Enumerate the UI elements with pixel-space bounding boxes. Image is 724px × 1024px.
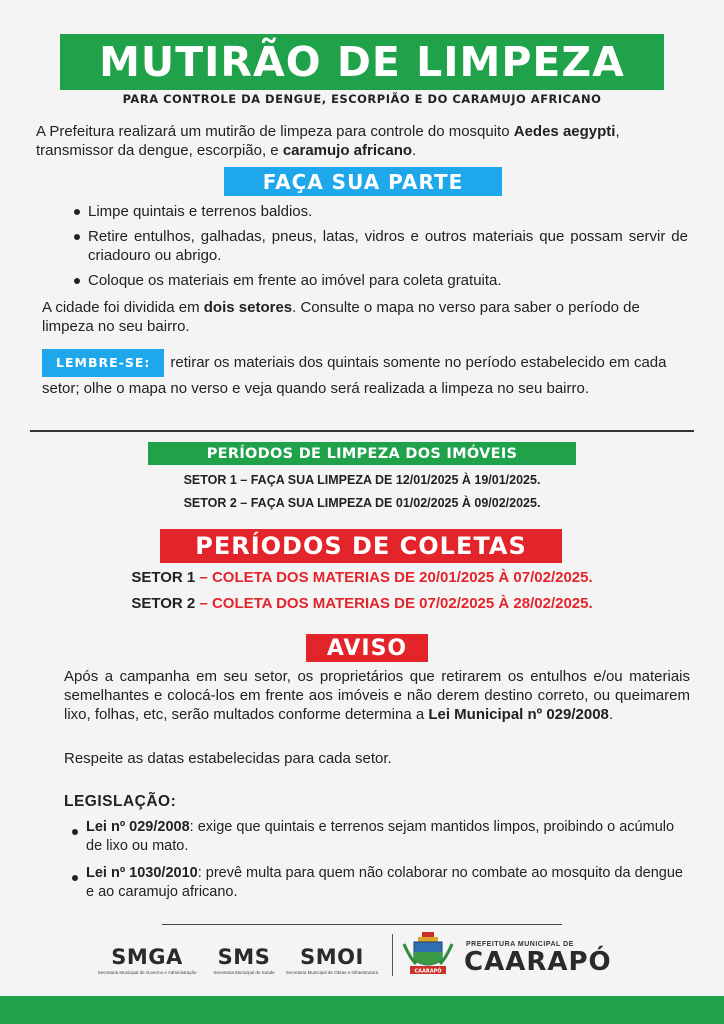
prefeitura-label: PREFEITURA MUNICIPAL DE [466, 941, 574, 948]
list-item: Retire entulhos, galhadas, pneus, latas, vidros e outros materiais que possam servir de criadouro ou abrigo. [72, 227, 688, 265]
legislacao-title: LEGISLAÇÃO: [64, 793, 177, 810]
faca-sua-parte-tag: FAÇA SUA PARTE [224, 167, 502, 196]
setores-paragraph: A cidade foi dividida em dois setores. Consulte o mapa no verso para saber o período de limpeza no seu bairro. [42, 299, 640, 335]
lembre-paragraph: LEMBRE-SE: retirar os materiais dos quintais somente no período estabelecido em cada setor; olhe o mapa no verso e veja quando será realizada a limpeza no seu bairro. [42, 349, 692, 401]
respeite-text: Respeite as datas estabelecidas para cada setor. [64, 750, 392, 767]
org-sms [208, 945, 280, 975]
org-smga [92, 945, 202, 975]
footer-divider [162, 924, 562, 925]
crest-text: CAARAPÓ [414, 968, 442, 975]
section-divider [30, 430, 694, 432]
page-subtitle: PARA CONTROLE DA DENGUE, ESCORPIÃO E DO CARAMUJO AFRICANO [122, 92, 602, 106]
org-abbr: SMS [217, 945, 271, 969]
coleta-setor-1: SETOR 1 – COLETA DOS MATERIAS DE 20/01/2025 À 07/02/2025. [131, 569, 593, 586]
list-item: Lei nº 029/2008: exige que quintais e terrenos sejam mantidos limpos, proibindo o acúmulo de lixo ou mato. [70, 818, 690, 856]
bottom-bar [0, 996, 724, 1024]
org-smoi [284, 945, 380, 975]
org-name: Secretaria Municipal de Governo e Administração [97, 970, 197, 975]
list-item: Lei nº 1030/2010: prevê multa para quem não colaborar no combate ao mosquito da dengue e ao caramujo africano. [70, 864, 690, 902]
limpeza-setor-1: SETOR 1 – FAÇA SUA LIMPEZA DE 12/01/2025 À 19/01/2025. [183, 473, 541, 487]
periodos-limpeza-tag: PERÍODOS DE LIMPEZA DOS IMÓVEIS [148, 442, 576, 465]
lembre-se-tag: LEMBRE-SE: [42, 349, 164, 377]
org-name: Secretaria Municipal de Obras e Infraestrutura [285, 970, 379, 975]
prefeitura-name: CAARAPÓ [464, 947, 612, 977]
legislacao-list [70, 818, 690, 910]
footer-separator [392, 934, 393, 976]
faca-list [72, 202, 688, 296]
bullet-icon [72, 829, 78, 835]
bullet-icon [72, 875, 78, 881]
coleta-setor-2: SETOR 2 – COLETA DOS MATERIAS DE 07/02/2025 À 28/02/2025. [131, 595, 593, 612]
page-title: MUTIRÃO DE LIMPEZA [60, 34, 664, 90]
periodos-coleta-tag: PERÍODOS DE COLETAS [160, 529, 562, 563]
org-abbr: SMOI [300, 945, 364, 969]
intro-paragraph: A Prefeitura realizará um mutirão de limpeza para controle do mosquito Aedes aegypti, transmissor da dengue, escorpião, e caramujo africano. [36, 123, 620, 159]
org-abbr: SMGA [111, 945, 183, 969]
limpeza-setor-2: SETOR 2 – FAÇA SUA LIMPEZA DE 01/02/2025 À 09/02/2025. [183, 496, 541, 510]
list-item: Coloque os materiais em frente ao imóvel para coleta gratuita. [72, 271, 688, 290]
list-item: Limpe quintais e terrenos baldios. [72, 202, 688, 221]
org-name: Secretaria Municipal de Saúde [213, 970, 275, 975]
aviso-tag: AVISO [306, 634, 428, 662]
caarapo-crest-icon [400, 932, 456, 976]
aviso-paragraph: Após a campanha em seu setor, os proprietários que retirarem os entulhos e/ou materiais semelhantes e colocá-los em frente aos imóveis e não derem destino correto, ou queimarem lixo, folhas, etc, serão multados conforme determina a Lei Municipal nº 029/2008. [64, 668, 690, 723]
